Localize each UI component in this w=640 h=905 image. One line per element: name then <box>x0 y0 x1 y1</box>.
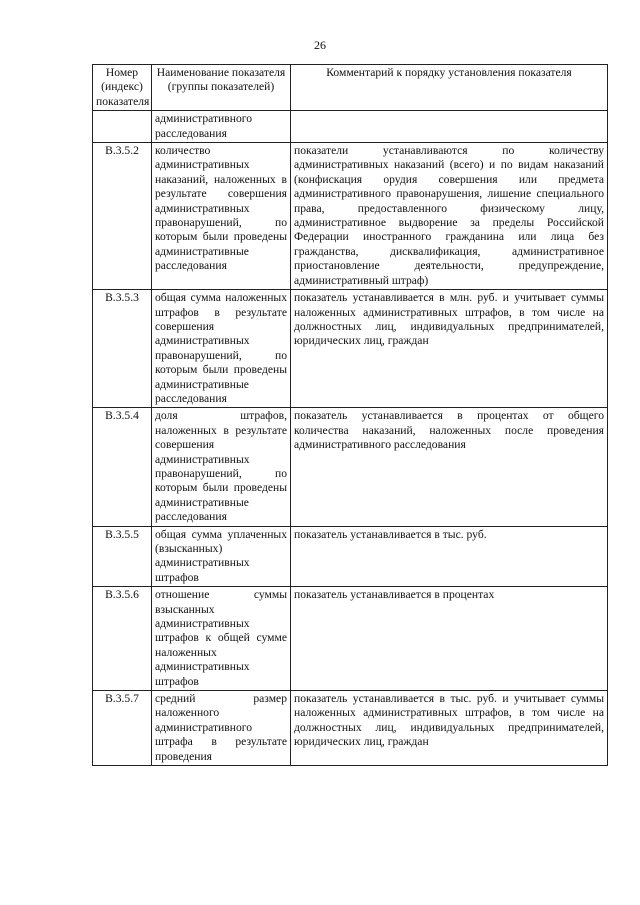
cell-code: В.3.5.2 <box>93 143 152 290</box>
header-index: Номер (индекс) показателя <box>93 65 152 111</box>
header-name: Наименование показателя (группы показателей) <box>152 65 291 111</box>
cell-name: общая сумма уплаченных (взысканных) административных штрафов <box>152 526 291 587</box>
cell-code: В.3.5.4 <box>93 408 152 526</box>
cell-comment: показатель устанавливается в млн. руб. и учитывает суммы наложенных административных штрафов, в том числе на должностных лиц, индивидуальных предпринимателей, юридических лиц, граждан <box>291 290 608 408</box>
table-row <box>93 290 608 408</box>
cell-comment: показатель устанавливается в тыс. руб. <box>291 526 608 587</box>
cell-code: В.3.5.5 <box>93 526 152 587</box>
table-header-row <box>93 65 608 111</box>
cell-name: отношение суммы взысканных административных штрафов к общей сумме наложенных административных штрафов <box>152 587 291 691</box>
cell-comment: показатели устанавливаются по количеству административных наказаний (всего) и по видам наказаний (конфискация орудия совершения или предмета административного правонарушения, лишение специального права, предоставленного физическому лицу, административное выдворение за пределы Российской Федерации иностранного гражданина или лица без гражданства, дисквалификация, административное приостановление деятельности, предупреждение, административный штраф) <box>291 143 608 290</box>
cell-name: средний размер наложенного административного штрафа в результате проведения <box>152 691 291 766</box>
cell-comment: показатель устанавливается в тыс. руб. и учитывает суммы наложенных административных штрафов, в том числе на должностных лиц, индивидуальных предпринимателей, юридических лиц, граждан <box>291 691 608 766</box>
table-row <box>93 408 608 526</box>
header-comment: Комментарий к порядку установления показателя <box>291 65 608 111</box>
cell-name: количество административных наказаний, наложенных в результате совершения административных правонарушений, по которым были проведены административные расследования <box>152 143 291 290</box>
cell-comment: показатель устанавливается в процентах от общего количества наказаний, наложенных после проведения административного расследования <box>291 408 608 526</box>
cell-code: В.3.5.3 <box>93 290 152 408</box>
table-row <box>93 526 608 587</box>
cell-code <box>93 111 152 143</box>
page-number: 26 <box>314 38 326 52</box>
cell-code: В.3.5.7 <box>93 691 152 766</box>
indicators-table <box>92 64 608 766</box>
cell-name: административного расследования <box>152 111 291 143</box>
table-row <box>93 143 608 290</box>
table-row <box>93 587 608 691</box>
table-row <box>93 691 608 766</box>
cell-comment <box>291 111 608 143</box>
cell-name: общая сумма наложенных штрафов в результате совершения административных правонарушений, по которым были проведены административные расследования <box>152 290 291 408</box>
cell-code: В.3.5.6 <box>93 587 152 691</box>
cell-comment: показатель устанавливается в процентах <box>291 587 608 691</box>
table-row-continuation <box>93 111 608 143</box>
cell-name: доля штрафов, наложенных в результате совершения административных правонарушений, по которым были проведены административные расследования <box>152 408 291 526</box>
